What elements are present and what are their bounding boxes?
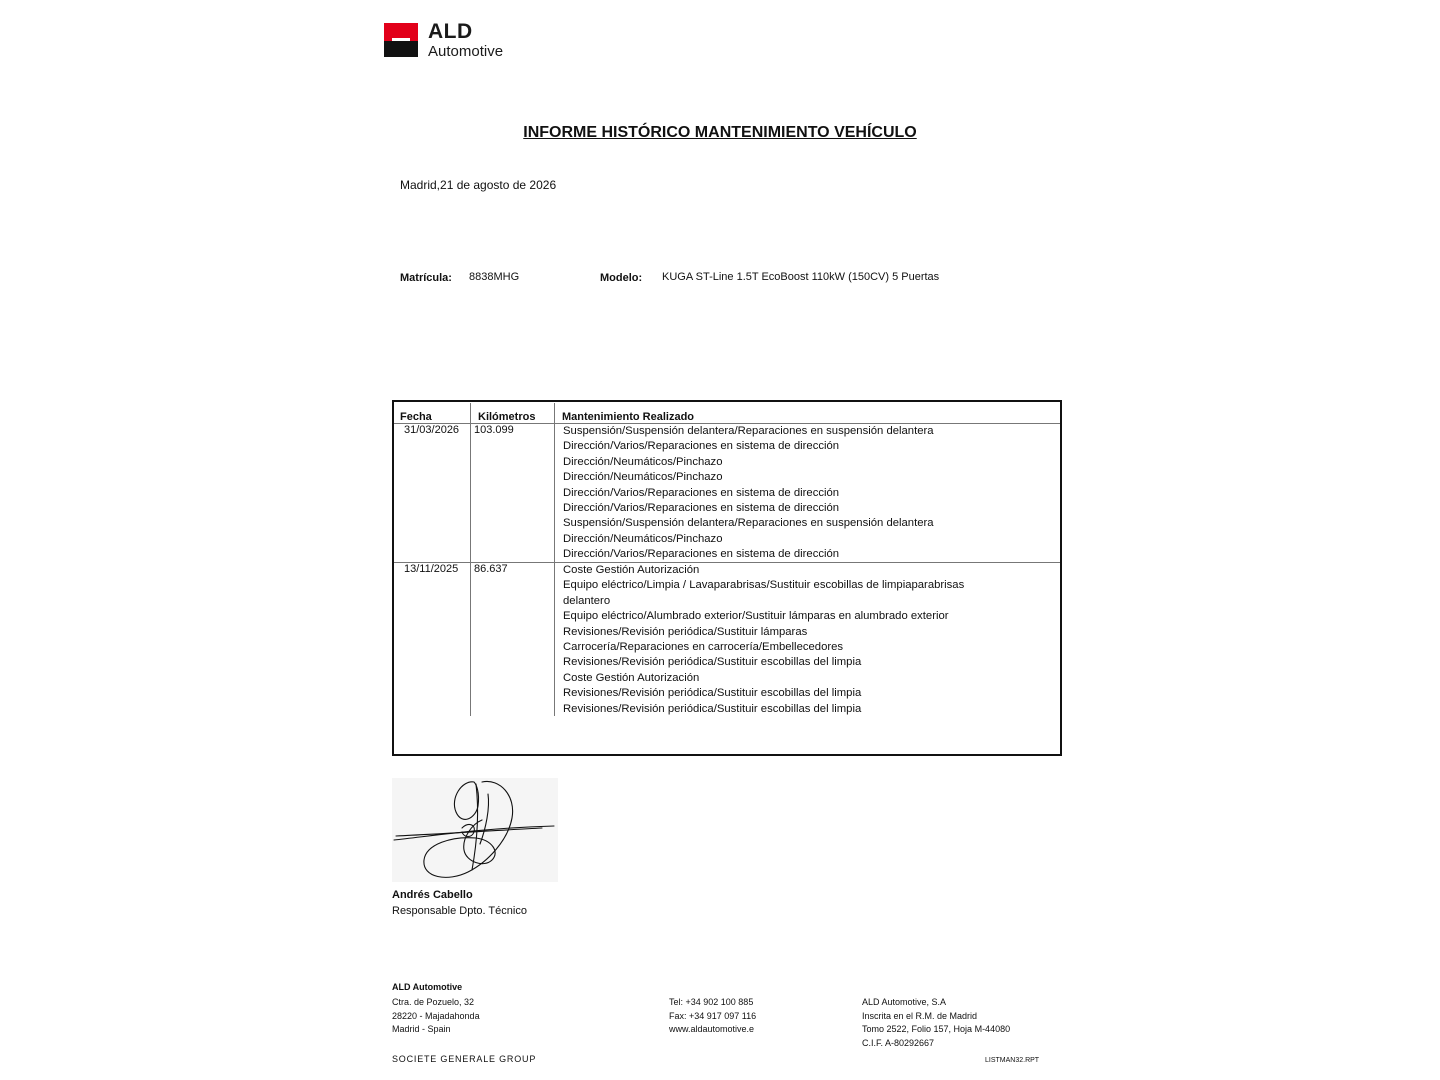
footer-address-line: Ctra. de Pozuelo, 32: [392, 997, 475, 1007]
document-title: INFORME HISTÓRICO MANTENIMIENTO VEHÍCULO: [523, 124, 917, 141]
list-item: Revisiones/Revisión periódica/Sustituir escobillas del limpia: [563, 702, 862, 715]
list-item: delantero: [563, 594, 611, 607]
header-date: Fecha: [400, 411, 432, 423]
list-item: Dirección/Neumáticos/Pinchazo: [563, 471, 723, 484]
plate-label: Matrícula:: [400, 272, 452, 284]
header-maintenance: Mantenimiento Realizado: [562, 411, 695, 423]
list-item: Suspensión/Suspensión delantera/Reparaciones en suspensión delantera: [563, 517, 934, 530]
plate-value: 8838MHG: [469, 271, 520, 283]
footer-website: www.aldautomotive.e: [669, 1024, 755, 1035]
list-item: Dirección/Neumáticos/Pinchazo: [563, 532, 723, 545]
list-item: Equipo eléctrico/Limpia / Lavaparabrisas/Sustituir escobillas de limpiaparabrisas: [563, 579, 965, 592]
list-item: Dirección/Neumáticos/Pinchazo: [563, 455, 723, 468]
column-divider: [470, 403, 471, 716]
list-item: Dirección/Varios/Reparaciones en sistema de dirección: [563, 440, 840, 453]
handwritten-signature: [392, 778, 558, 882]
footer-contact: [669, 996, 756, 1037]
logo-subtitle: Automotive: [428, 43, 504, 60]
footer-legal-line: ALD Automotive, S.A: [862, 997, 947, 1007]
footer-group-name: SOCIETE GENERALE GROUP: [392, 1054, 537, 1064]
list-item: Carrocería/Reparaciones en carrocería/Embellecedores: [563, 641, 844, 654]
signature-drawing: [392, 778, 558, 882]
list-item: Suspensión/Suspensión delantera/Reparaciones en suspensión delantera: [563, 425, 934, 437]
signer-role: Responsable Dpto. Técnico: [392, 905, 527, 917]
footer-address: [392, 996, 480, 1037]
date-city: Madrid,: [400, 178, 441, 192]
list-item: Revisiones/Revisión periódica/Sustituir escobillas del limpia: [563, 687, 862, 700]
list-item: Dirección/Varios/Reparaciones en sistema de dirección: [563, 548, 840, 561]
list-item: Revisiones/Revisión periódica/Sustituir escobillas del limpia: [563, 656, 862, 669]
row-date: 13/11/2025: [404, 563, 459, 575]
list-item: Equipo eléctrico/Alumbrado exterior/Sustituir lámparas en alumbrado exterior: [563, 610, 949, 623]
column-divider: [554, 403, 555, 716]
footer-address-line: 28220 - Majadahonda: [392, 1010, 480, 1021]
footer-legal-line: C.I.F. A-80292667: [862, 1037, 935, 1048]
row-km: 86.637: [474, 563, 508, 575]
footer-company: ALD Automotive: [392, 982, 463, 992]
ald-logo-mark: [384, 23, 418, 57]
date-value: 21 de agosto de 2026: [440, 178, 557, 192]
row-items: [563, 563, 983, 717]
list-item: Revisiones/Revisión periódica/Sustituir lámparas: [563, 625, 808, 638]
footer-legal: [862, 996, 1010, 1050]
row-date: 31/03/2026: [404, 424, 460, 436]
maintenance-table: [392, 400, 1062, 756]
list-item: Coste Gestión Autorización: [563, 671, 700, 684]
ald-logo: [384, 22, 514, 60]
signer-name: Andrés Cabello: [392, 889, 473, 901]
footer-address-line: Madrid - Spain: [392, 1024, 451, 1035]
date-line: [400, 178, 556, 192]
list-item: Coste Gestión Autorización: [563, 564, 700, 576]
footer-legal-line: Tomo 2522, Folio 157, Hoja M-44080: [862, 1024, 1011, 1035]
model-label: Modelo:: [600, 272, 643, 284]
row-items: [563, 424, 983, 563]
footer-legal-line: Inscrita en el R.M. de Madrid: [862, 1010, 978, 1021]
logo-name: ALD: [428, 20, 473, 43]
model-value: KUGA ST-Line 1.5T EcoBoost 110kW (150CV) 5 Puertas: [662, 271, 940, 283]
footer-fax: Fax: +34 917 097 116: [669, 1010, 757, 1021]
footer-phone: Tel: +34 902 100 885: [669, 997, 754, 1007]
footer-report-code: LISTMAN32.RPT: [985, 1057, 1040, 1064]
list-item: Dirección/Varios/Reparaciones en sistema de dirección: [563, 502, 840, 515]
header-km: Kilómetros: [478, 411, 536, 423]
list-item: Dirección/Varios/Reparaciones en sistema de dirección: [563, 486, 840, 499]
row-km: 103.099: [474, 424, 514, 436]
